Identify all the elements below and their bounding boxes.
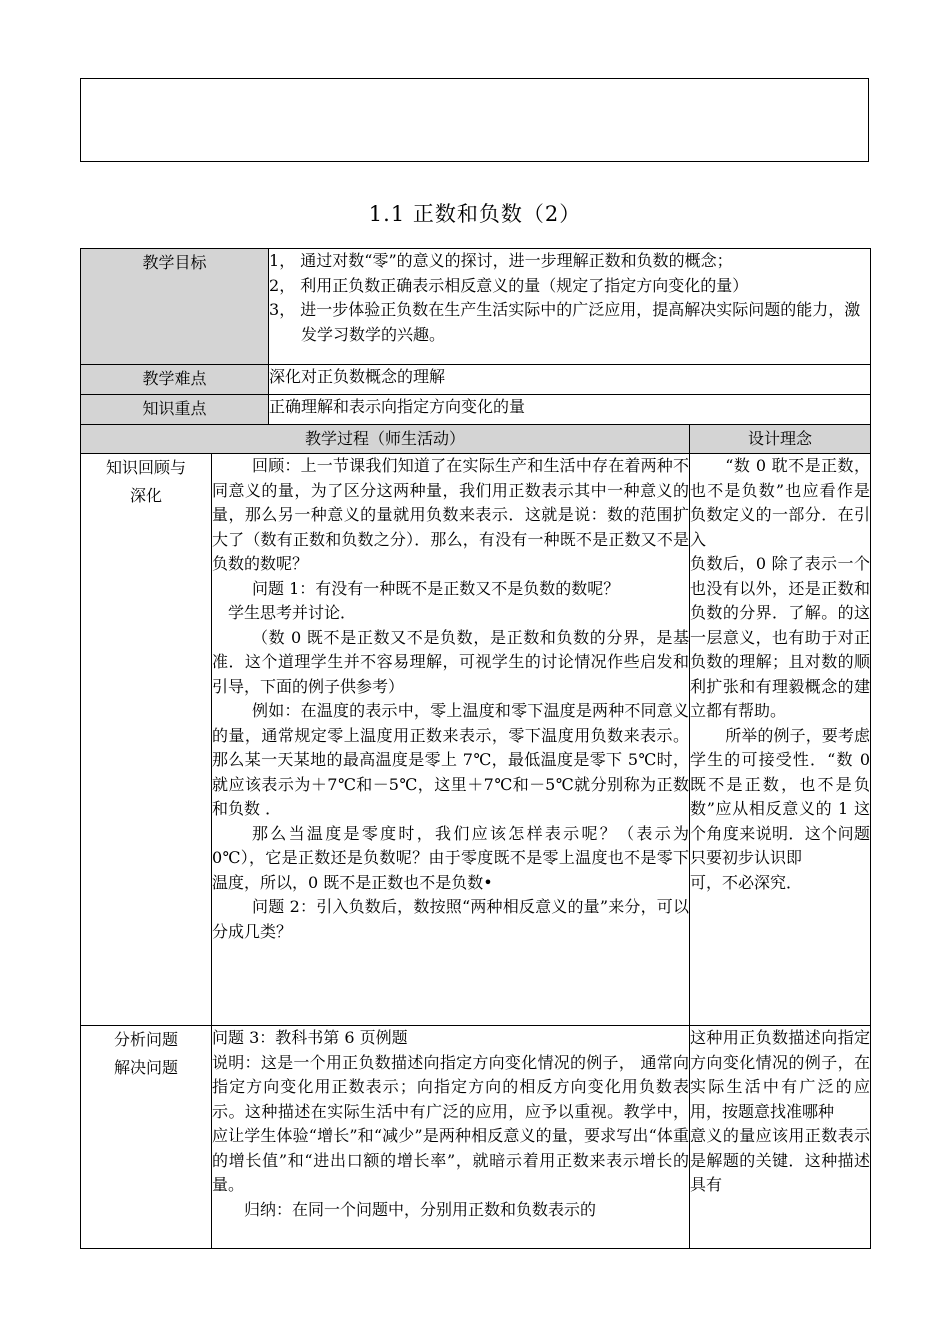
review-section-label: [81, 454, 212, 1026]
process-paragraph: 例如：在温度的表示中，零上温度和零下温度是两种不同意义的量，通常规定零上温度用正数来表示，零下温度用负数来表示。那么某一天某地的最高温度是零上 7℃，最低温度是零下 5℃时，就应该表示为＋7℃和－5℃，这里＋7℃和－5℃就分别称为正数和负数 ．: [212, 701, 690, 818]
design-paragraph: 意义的量应该用正数表示是解题的关键．这种描述具有: [690, 1126, 871, 1194]
process-paragraph: 问题 1：有没有一种既不是正数又不是负数的数呢？: [252, 578, 620, 598]
difficulty-row: [81, 365, 871, 395]
goal-item: 2， 利用正负数正确表示相反意义的量（规定了指定方向变化的量）: [269, 275, 749, 295]
process-header-text: 教学过程（师生活动）: [305, 429, 466, 448]
keypoint-text: 正确理解和表示向指定方向变化的量: [269, 395, 871, 425]
process-paragraph: 问题 3：教科书第 6 页例题: [212, 1028, 408, 1047]
review-section-row: [81, 454, 871, 1026]
keypoint-row: [81, 395, 871, 425]
design-header: [690, 425, 871, 454]
keypoint-label-text: 知识重点: [142, 399, 207, 418]
header-box: [80, 78, 869, 162]
goals-content: [269, 249, 871, 365]
keypoint-label: [81, 395, 269, 425]
analysis-design-content: [690, 1026, 871, 1249]
design-paragraph: 所举的例子，要考虑学生的可接受性．“数 0 既不是正数，也不是负数”应从相反意义的 1 这个角度来说明．这个问题只要初步认识即: [690, 725, 871, 867]
review-label-line: 知识回顾与: [105, 458, 186, 477]
analysis-section-row: [81, 1026, 871, 1249]
goal-item: 3， 进一步体验正负数在生产生活实际中的广泛应用，提高解决实际问题的能力，激发学习数学的兴趣。: [269, 300, 861, 344]
design-paragraph: 负数后，0 除了表示一个也没有以外，还是正数和负数的分界．了解。的这一层意义，也有助于对正负数的理解；且对数的顺利扩张和有理毅概念的建立都有帮助。: [690, 554, 871, 720]
review-label-line: 深化: [129, 486, 162, 505]
process-paragraph: 问题 2：引入负数后，数按照“两种相反意义的量”来分，可以分成几类？: [212, 897, 690, 941]
goals-row: [81, 249, 871, 365]
difficulty-label-text: 教学难点: [142, 369, 207, 388]
analysis-section-label: [81, 1026, 212, 1249]
design-paragraph: “数 0 耽不是正数，也不是负数”也应看作是负数定义的一部分．在引入: [690, 456, 871, 549]
process-paragraph: 回顾：上一节课我们知道了在实际生产和生活中存在着两种不同意义的量，为了区分这两种量，我们用正数表示其中一种意义的量，那么另一种意义的量就用负数来表示．这就是说：数的范围扩大了（数有正数和负数之分）．那么，有没有一种既不是正数又不是负数的数呢？: [212, 456, 690, 573]
process-header-row: [81, 425, 871, 454]
goal-item: 1， 通过对数“零”的意义的探讨，进一步理解正数和负数的概念；: [269, 251, 733, 270]
process-paragraph: 说明：这是一个用正负数描述向指定方向变化情况的例子， 通常向指定方向变化用正数表示；向指定方向的相反方向变化用负数表示。这种描述在实际生活中有广泛的应用，应予以重视。教学中，应让学生体验“增长”和“减少”是两种相反意义的量，要求写出“体重的增长值”和“进出口额的增长率”，就暗示着用正数来表示增长的量。: [212, 1052, 690, 1194]
difficulty-label: [81, 365, 269, 395]
difficulty-text: 深化对正负数概念的理解: [269, 365, 871, 395]
review-design-content: [690, 454, 871, 1026]
analysis-label-line: 分析问题: [113, 1030, 178, 1049]
lesson-title: 1.1 正数和负数（2）: [368, 202, 582, 226]
design-paragraph: 可，不必深究．: [690, 872, 803, 892]
process-paragraph: 归纳：在同一个问题中，分别用正数和负数表示的: [244, 1199, 597, 1219]
goals-label: [81, 249, 269, 365]
analysis-label-line: 解决问题: [113, 1058, 178, 1077]
goals-label-text: 教学目标: [142, 253, 207, 272]
review-process-content: [212, 454, 690, 1026]
lesson-plan-table: [80, 248, 871, 1249]
design-header-text: 设计理念: [748, 429, 813, 448]
process-header: [81, 425, 690, 454]
process-paragraph: （数 0 既不是正数又不是负数，是正数和负数的分界，是基准．这个道理学生并不容易理解，可视学生的讨论情况作些启发和引导，下面的例子供参考）: [212, 627, 690, 696]
process-paragraph: 学生思考并讨论．: [228, 603, 357, 622]
process-paragraph: 那么当温度是零度时，我们应该怎样表示呢？（表示为 0℃），它是正数还是负数呢？由于零度既不是零上温度也不是零下温度，所以，0 既不是正数也不是负数•: [212, 823, 690, 892]
analysis-process-content: [212, 1026, 690, 1249]
design-paragraph: 这种用正负数描述向指定方向变化情况的例子，在实际生活中有广泛的应用，按题意找准哪种: [690, 1028, 871, 1121]
